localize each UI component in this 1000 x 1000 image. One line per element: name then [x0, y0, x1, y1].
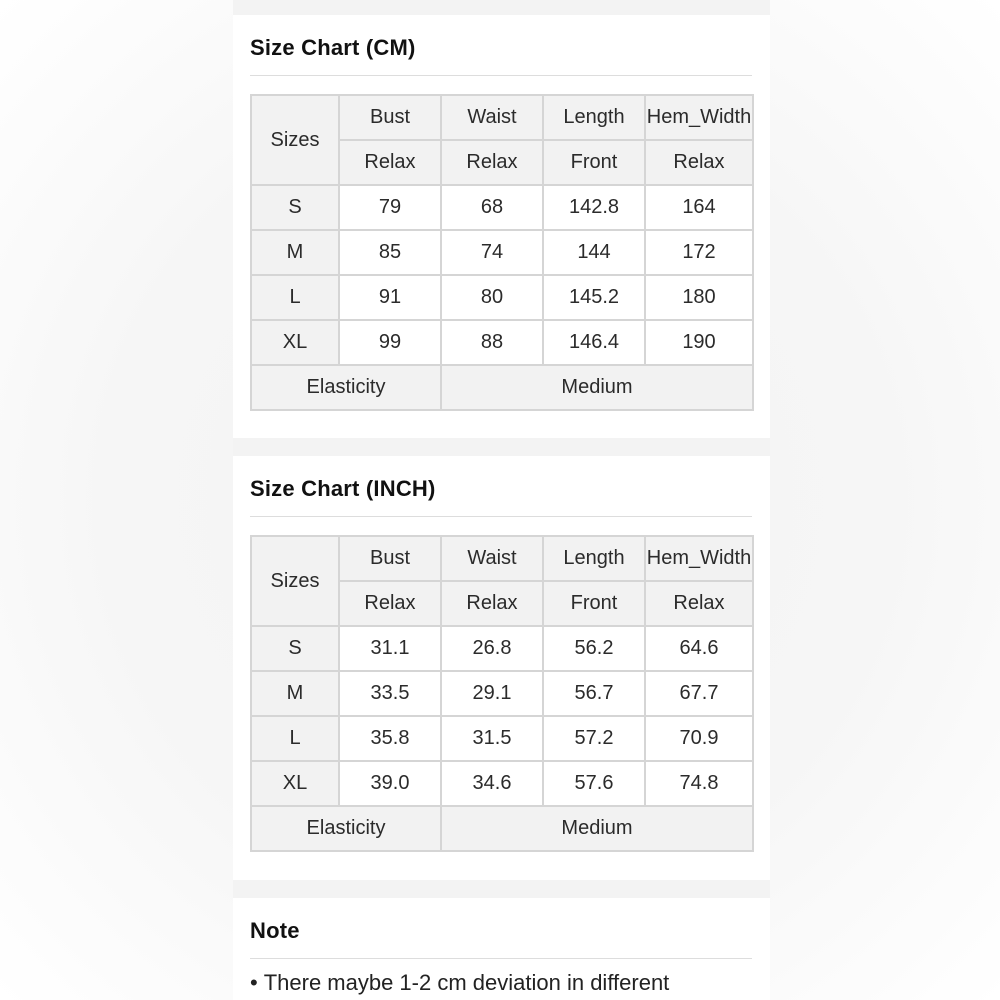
size-label-cell: M [251, 671, 339, 716]
table-row [251, 320, 753, 365]
table-row [251, 761, 753, 806]
column-subheader-hem-width: Relax [645, 581, 753, 626]
size-label-cell: L [251, 275, 339, 320]
table-cell: 88 [441, 320, 543, 365]
column-subheader-waist: Relax [441, 140, 543, 185]
size-label-cell: XL [251, 761, 339, 806]
table-cell: 74 [441, 230, 543, 275]
column-header-hem-width: Hem_Width [645, 536, 753, 581]
table-cell: 74.8 [645, 761, 753, 806]
table-cell: 56.7 [543, 671, 645, 716]
elasticity-value: Medium [441, 365, 753, 410]
size-chart-cm-table [250, 94, 754, 411]
table-row [251, 626, 753, 671]
table-cell: 34.6 [441, 761, 543, 806]
table-cell: 57.2 [543, 716, 645, 761]
size-chart-cm-title: Size Chart (CM) [250, 35, 416, 60]
column-header-bust: Bust [339, 95, 441, 140]
size-label-cell: M [251, 230, 339, 275]
title-divider [250, 958, 752, 959]
table-cell: 57.6 [543, 761, 645, 806]
table-cell: 67.7 [645, 671, 753, 716]
table-cell: 146.4 [543, 320, 645, 365]
column-subheader-waist: Relax [441, 581, 543, 626]
elasticity-label: Elasticity [251, 806, 441, 851]
sizes-header-cell: Sizes [251, 95, 339, 185]
table-header-row [251, 95, 753, 140]
size-label-cell: S [251, 626, 339, 671]
column-subheader-hem-width: Relax [645, 140, 753, 185]
elasticity-label: Elasticity [251, 365, 441, 410]
column-header-length: Length [543, 95, 645, 140]
size-chart-inch-card [233, 456, 770, 880]
column-header-hem-width: Hem_Width [645, 95, 753, 140]
size-chart-cm-card [233, 15, 770, 438]
table-cell: 180 [645, 275, 753, 320]
table-cell: 33.5 [339, 671, 441, 716]
table-cell: 70.9 [645, 716, 753, 761]
title-divider [250, 75, 752, 76]
table-cell: 68 [441, 185, 543, 230]
table-cell: 26.8 [441, 626, 543, 671]
table-cell: 142.8 [543, 185, 645, 230]
size-label-cell: S [251, 185, 339, 230]
note-card [233, 898, 770, 1000]
table-cell: 35.8 [339, 716, 441, 761]
table-cell: 79 [339, 185, 441, 230]
column-header-waist: Waist [441, 95, 543, 140]
column-header-waist: Waist [441, 536, 543, 581]
table-row [251, 716, 753, 761]
table-cell: 145.2 [543, 275, 645, 320]
table-cell: 164 [645, 185, 753, 230]
elasticity-row [251, 806, 753, 851]
column-subheader-bust: Relax [339, 140, 441, 185]
elasticity-value: Medium [441, 806, 753, 851]
table-cell: 172 [645, 230, 753, 275]
table-row [251, 275, 753, 320]
table-cell: 56.2 [543, 626, 645, 671]
table-cell: 144 [543, 230, 645, 275]
size-label-cell: XL [251, 320, 339, 365]
table-header-row [251, 536, 753, 581]
column-header-bust: Bust [339, 536, 441, 581]
column-subheader-length: Front [543, 140, 645, 185]
table-cell: 99 [339, 320, 441, 365]
table-row [251, 185, 753, 230]
table-cell: 64.6 [645, 626, 753, 671]
table-cell: 190 [645, 320, 753, 365]
title-divider [250, 516, 752, 517]
size-label-cell: L [251, 716, 339, 761]
column-subheader-bust: Relax [339, 581, 441, 626]
table-cell: 29.1 [441, 671, 543, 716]
bullet-icon: • [250, 970, 258, 995]
table-row [251, 671, 753, 716]
note-title: Note [250, 918, 300, 943]
elasticity-row [251, 365, 753, 410]
table-cell: 31.5 [441, 716, 543, 761]
table-cell: 80 [441, 275, 543, 320]
table-cell: 31.1 [339, 626, 441, 671]
table-cell: 39.0 [339, 761, 441, 806]
table-cell: 91 [339, 275, 441, 320]
size-chart-inch-title: Size Chart (INCH) [250, 476, 436, 501]
table-cell: 85 [339, 230, 441, 275]
note-item [250, 970, 669, 996]
size-chart-inch-table [250, 535, 754, 852]
column-subheader-length: Front [543, 581, 645, 626]
table-row [251, 230, 753, 275]
note-item-text: There maybe 1-2 cm deviation in different [263, 970, 670, 995]
column-header-length: Length [543, 536, 645, 581]
sizes-header-cell: Sizes [251, 536, 339, 626]
